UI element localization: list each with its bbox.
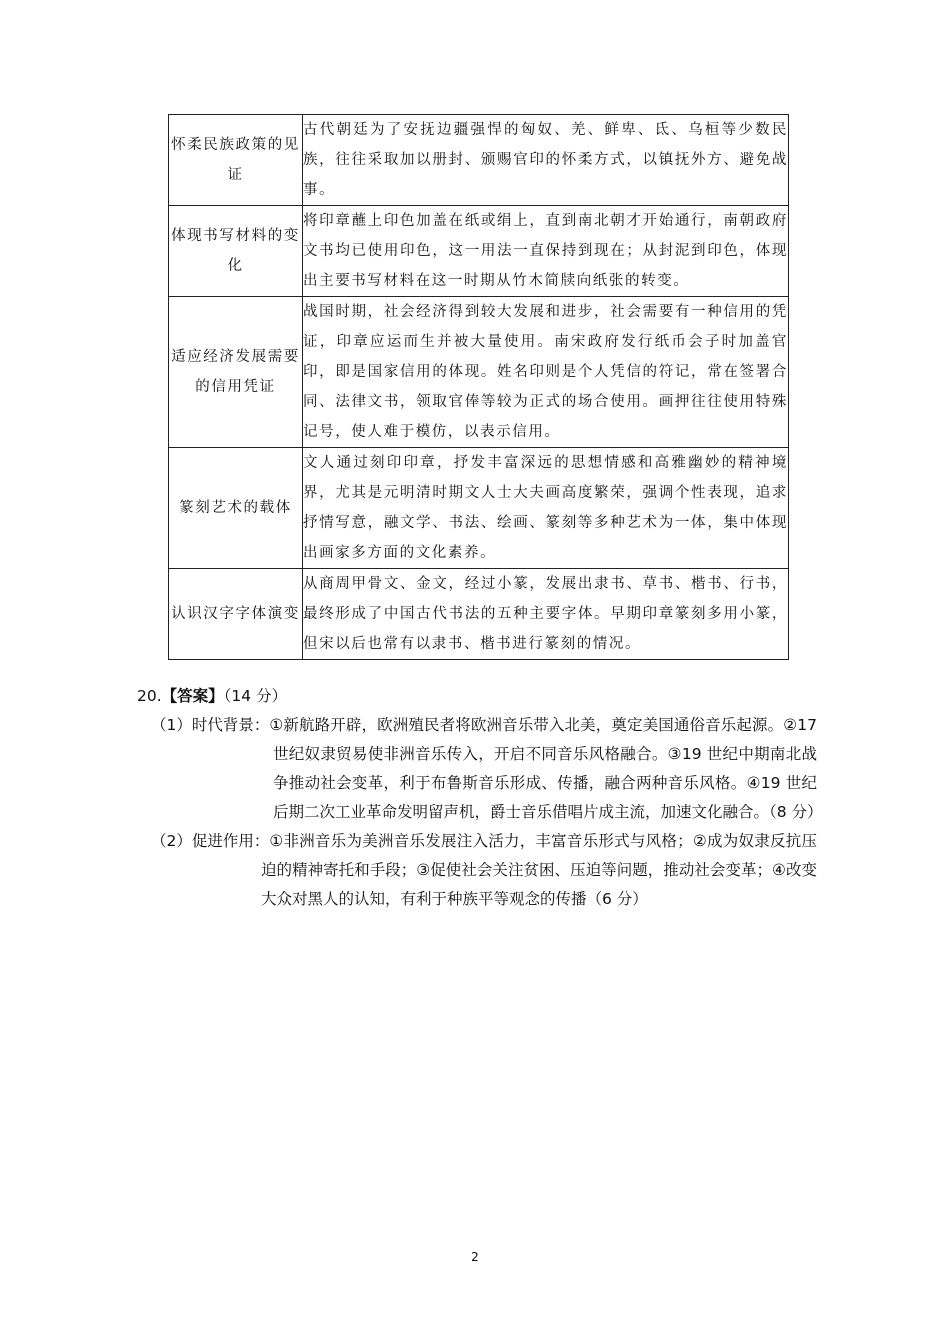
question-score: （14 分） bbox=[223, 687, 288, 705]
part-2-label: （2）促进作用： bbox=[151, 832, 270, 850]
seal-significance-table bbox=[168, 114, 789, 660]
question-20-answer bbox=[137, 682, 823, 914]
page-number: 2 bbox=[471, 1250, 479, 1264]
answer-part-1 bbox=[137, 711, 823, 827]
table-row bbox=[169, 569, 789, 660]
row-content: 古代朝廷为了安抚边疆强悍的匈奴、羌、鲜卑、氐、乌桓等少数民族，往往采取加以册封、颁赐官印的怀柔方式，以镇抚外方、避免战事。 bbox=[303, 115, 789, 206]
part-1-label: （1）时代背景： bbox=[151, 716, 270, 734]
question-heading bbox=[137, 682, 817, 711]
part-1-text: ①新航路开辟，欧洲殖民者将欧洲音乐带入北美，奠定美国通俗音乐起源。②17 世纪奴隶贸易使非洲音乐传入，开启不同音乐风格融合。③19 世纪中期南北战争推动社会变革，利于布鲁斯音乐形成、传播，融合两种音乐风格。④19 世纪后期二次工业革命发明留声机，爵士音乐借唱片成主流，加速文化融合。（8 分） bbox=[269, 716, 823, 821]
row-content: 文人通过刻印印章，抒发丰富深远的思想情感和高雅幽妙的精神境界，尤其是元明清时期文人士大夫画高度繁荣，强调个性表现，追求抒情写意，融文学、书法、绘画、篆刻等多种艺术为一体，集中体现出画家多方面的文化素养。 bbox=[303, 448, 789, 569]
row-label: 篆刻艺术的载体 bbox=[169, 448, 303, 569]
row-label: 适应经济发展需要的信用凭证 bbox=[169, 297, 303, 448]
table-row bbox=[169, 206, 789, 297]
row-content: 将印章蘸上印色加盖在纸或绢上，直到南北朝才开始通行，南朝政府文书均已使用印色，这一用法一直保持到现在；从封泥到印色，体现出主要书写材料在这一时期从竹木简牍向纸张的转变。 bbox=[303, 206, 789, 297]
row-content: 从商周甲骨文、金文，经过小篆，发展出隶书、草书、楷书、行书，最终形成了中国古代书法的五种主要字体。早期印章篆刻多用小篆，但宋以后也常有以隶书、楷书进行篆刻的情况。 bbox=[303, 569, 789, 660]
answer-part-2 bbox=[137, 827, 817, 914]
row-content: 战国时期，社会经济得到较大发展和进步，社会需要有一种信用的凭证，印章应运而生并被大量使用。南宋政府发行纸币会子时加盖官印，即是国家信用的体现。姓名印则是个人凭信的符记，常在签署合同、法律文书，领取官俸等较为正式的场合使用。画押往往使用特殊记号，使人难于模仿，以表示信用。 bbox=[303, 297, 789, 448]
question-number: 20. bbox=[137, 687, 162, 705]
row-label: 体现书写材料的变化 bbox=[169, 206, 303, 297]
row-label: 认识汉字字体演变 bbox=[169, 569, 303, 660]
table-row bbox=[169, 115, 789, 206]
row-label: 怀柔民族政策的见证 bbox=[169, 115, 303, 206]
table-row bbox=[169, 297, 789, 448]
answer-tag: 【答案】 bbox=[161, 687, 224, 705]
table-row bbox=[169, 448, 789, 569]
part-2-text: ①非洲音乐为美洲音乐发展注入活力，丰富音乐形式与风格；②成为奴隶反抗压迫的精神寄托和手段；③促使社会关注贫困、压迫等问题，推动社会变革；④改变大众对黑人的认知，有利于种族平等观念的传播（6 分） bbox=[261, 832, 817, 908]
